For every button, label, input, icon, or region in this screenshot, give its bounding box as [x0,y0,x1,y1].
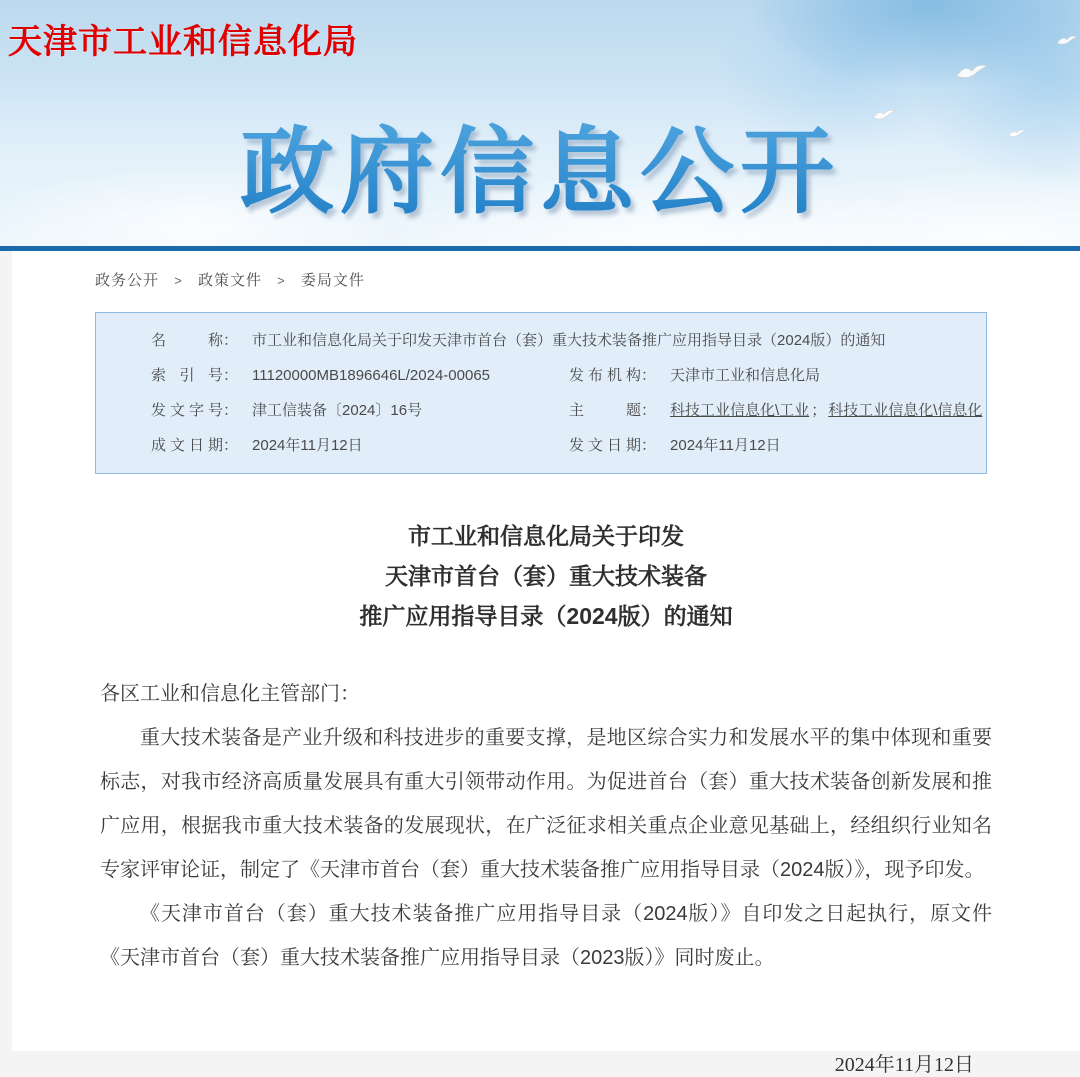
document-body [100,672,992,980]
subject-link-industry[interactable]: 科技工业信息化\工业 [670,402,810,419]
site-name: 天津市工业和信息化局 [8,23,358,61]
content-area [12,251,1080,1076]
document-salutation: 各区工业和信息化主管部门： [100,683,360,705]
dove-icon [955,62,989,82]
subject-separator: ； [811,402,827,419]
meta-cell-written-date [151,428,569,463]
meta-cell-doc-no [151,393,569,428]
meta-row-name [151,323,986,358]
subject-link-informatization[interactable]: 科技工业信息化\信息化 [828,402,983,419]
meta-cell-subject [569,393,986,428]
meta-value-publisher: 天津市工业和信息化局 [670,367,821,384]
meta-cell-publisher [569,358,986,393]
meta-row-docno-subject [151,393,986,428]
meta-label-index-no: 索引号 [151,367,223,384]
document-meta-table [95,312,987,474]
document-title-line-2: 天津市首台（套）重大技术装备 [385,563,707,589]
breadcrumb-separator: > [277,273,286,288]
meta-label-name: 名称 [151,332,223,349]
meta-row-dates [151,428,986,463]
meta-label-doc-no: 发文字号 [151,402,223,419]
meta-row-index-publisher [151,358,986,393]
meta-label-issue-date: 发文日期 [569,437,641,454]
meta-value-index-no: 11120000MB1896646L/2024-00065 [252,367,491,384]
banner-title: 政府信息公开 [0,96,1080,231]
meta-cell-issue-date [569,428,986,463]
breadcrumb-item-zhengce-wenjian[interactable]: 政策文件 [197,272,262,289]
meta-value-name: 市工业和信息化局关于印发天津市首台（套）重大技术装备推广应用指导目录（2024版）的通知 [252,332,886,349]
meta-colon: ： [641,437,657,454]
meta-value-written-date: 2024年11月12日 [252,437,363,454]
breadcrumb-item-zhengwu-gongkai[interactable]: 政务公开 [95,272,160,289]
document-title [12,516,1080,636]
breadcrumb [12,269,1080,290]
site-banner [0,0,1080,246]
meta-value-issue-date: 2024年11月12日 [670,437,781,454]
meta-label-written-date: 成文日期 [151,437,223,454]
meta-colon: ： [223,332,239,349]
meta-colon: ： [223,437,239,454]
document-paragraph-2: 《天津市首台（套）重大技术装备推广应用指导目录（2024版）》自印发之日起执行，原文件《天津市首台（套）重大技术装备推广应用指导目录（2023版）》同时废止。 [100,903,992,969]
meta-colon: ： [223,367,239,384]
meta-label-publisher: 发布机构 [569,367,641,384]
meta-cell-index-no [151,358,569,393]
document-title-line-1: 市工业和信息化局关于印发 [408,523,684,549]
meta-label-subject: 主题 [569,402,641,419]
meta-colon: ： [223,402,239,419]
document-title-line-3: 推广应用指导目录（2024版）的通知 [359,603,733,629]
meta-colon: ： [641,402,657,419]
breadcrumb-item-weiju-wenjian[interactable]: 委局文件 [300,272,365,289]
document-date: 2024年11月12日 [834,1054,974,1076]
breadcrumb-separator: > [174,273,183,288]
dove-icon [1056,34,1078,47]
meta-value-doc-no: 津工信装备〔2024〕16号 [252,402,423,419]
meta-colon: ： [641,367,657,384]
document-paragraph-1: 重大技术装备是产业升级和科技进步的重要支撑，是地区综合实力和发展水平的集中体现和重要标志，对我市经济高质量发展具有重大引领带动作用。为促进首台（套）重大技术装备创新发展和推广应用，根据我市重大技术装备的发展现状，在广泛征求相关重点企业意见基础上，经组织行业知名专家评审论证，制定了《天津市首台（套）重大技术装备推广应用指导目录（2024版）》，现予印发。 [100,727,992,881]
